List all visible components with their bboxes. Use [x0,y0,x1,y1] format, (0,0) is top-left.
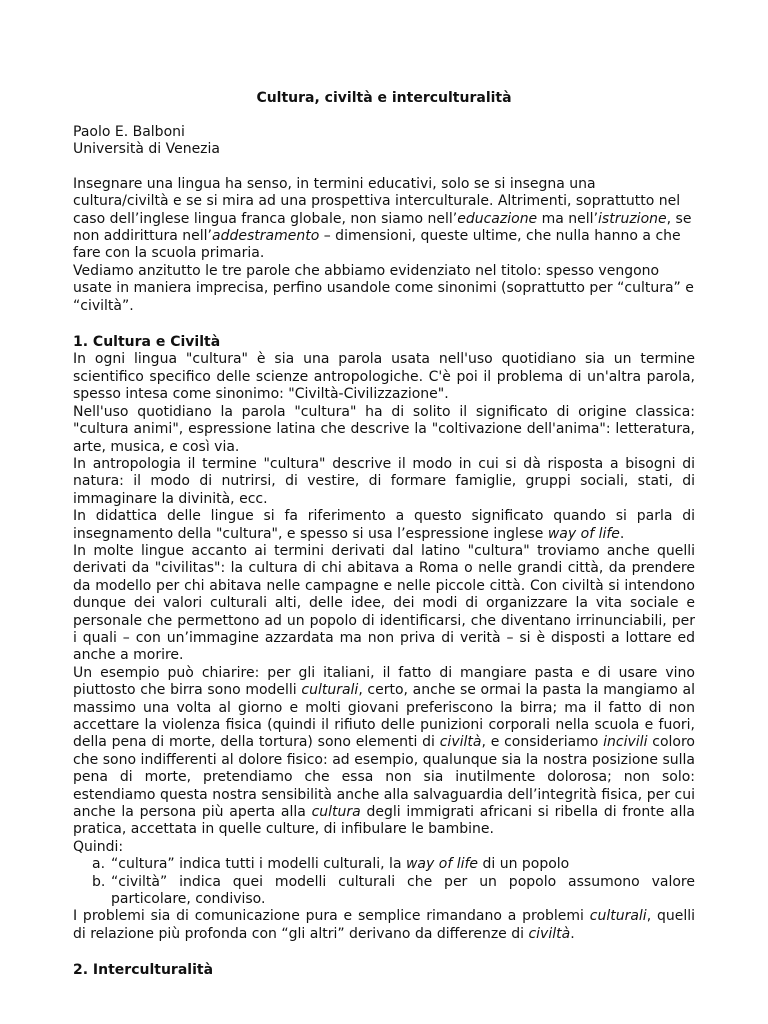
body-paragraph: In antropologia il termine "cultura" descrive il modo in cui si dà risposta a bisogni di natura: il modo di nutrirsi, di vestire, di formare famiglie, gruppi sociali, stati, di immaginare la divinità, ecc. [73,455,695,507]
intro-paragraph-2: Vediamo anzitutto le tre parole che abbiamo evidenziato nel titolo: spesso vengono usate in maniera imprecisa, perfino usandole come sinonimi (soprattutto per “cultura” e “civiltà”. [73,262,694,314]
intro-section [73,176,695,315]
italic-run: way of life [405,856,479,873]
list-item-text: “cultura” indica tutti i modelli culturali, la way of life di un popolo [111,856,570,873]
italic-run: addestramento [212,228,320,245]
section-heading-interculturalita: 2. Interculturalità [73,962,214,979]
document-title: Cultura, civiltà e interculturalità [256,90,512,106]
italic-run: cultura [311,804,361,821]
document-page [73,90,695,980]
definition-list [73,856,695,908]
italic-run: civiltà [528,925,571,942]
author-name: Paolo E. Balboni [73,124,185,140]
author-block [73,124,695,159]
italic-run: civiltà [439,734,482,751]
intro-paragraph-1: Insegnare una lingua ha senso, in termini educativi, solo se si insegna una cultura/civiltà e se si mira ad una prospettiva interculturale. Altrimenti, soprattutto nel caso dell’inglese lingua franca globale, non siamo nell’educazione ma nell’istruzione, se non addirittura nell’addestramento – dimensioni, queste ultime, che nulla hanno a che fare con la scuola primaria. [73,175,692,262]
section-heading-cultura-civilta: 1. Cultura e Civiltà [73,334,221,351]
body-paragraph: Nell'uso quotidiano la parola "cultura" ha di solito il significato di origine classica: "cultura animi", espressione latina che descrive la "coltivazione dell'anima": letteratura, arte, musica, e così via. [73,403,695,455]
list-item [92,873,695,909]
list-item-text: “civiltà” indica quei modelli culturali che per un popolo assumono valore particolare, condiviso. [111,873,695,908]
closing-paragraph: I problemi sia di comunicazione pura e semplice rimandano a problemi culturali, quelli di relazione più profonda con “gli altri” derivano da differenze di civiltà. [73,908,695,942]
body-paragraph: In ogni lingua "cultura" è sia una parola usata nell'uso quotidiano sia un termine scientifico specifico delle scienze antropologiche. C'è poi il problema di un'altra parola, spesso intesa come sinonimo: "Civiltà-Civilizzazione". [73,351,695,403]
italic-run: istruzione [598,210,667,227]
list-marker: a. [92,856,106,873]
body-paragraph: Un esempio può chiarire: per gli italiani, il fatto di mangiare pasta e di usare vino piuttosto che birra sono modelli culturali, certo, anche se ormai la pasta la mangiamo al massimo una volta al giorno e molti giovani preferiscono la birra; ma il fatto di non accettare la violenza fisica (quindi il rifiuto delle punizioni corporali nella scuola e fuori, della pena di morte, della tortura) sono elementi di civiltà, e consideriamo incivili coloro che sono indifferenti al dolore fisico: ad esempio, qualunque sia la nostra posizione sulla pena di morte, pretendiamo che essa non sia inutilmente dolorosa; non solo: estendiamo questa nostra sensibilità anche alla salvaguardia dell’integrità fisica, per cui anche la persona più aperta alla cultura degli immigrati africani si ribella di fronte alla pratica, accettata in quelle culture, di infibulare le bambine. [73,664,695,838]
italic-run: culturali [301,682,359,699]
body-paragraph: In molte lingue accanto ai termini derivati dal latino "cultura" troviamo anche quelli derivati da "civilitas": la cultura di chi abitava a Roma o nelle grandi città, da prendere da modello per chi abitava nelle campagne e nelle piccole città. Con civiltà si intendono dunque dei valori culturali alti, delle idee, dei modi di organizzare la vita sociale e personale che permettono ad un popolo di identificarsi, che diventano irrinunciabili, per i quali – con un’immagine azzardata ma non priva di verità – si è disposti a lottare ed anche a morire. [73,542,695,664]
list-marker: b. [92,873,106,890]
author-affiliation: Università di Venezia [73,141,220,158]
body-paragraph: In didattica delle lingue si fa riferimento a questo significato quando si parla di insegnamento della "cultura", e spesso si usa l’espressione inglese way of life. [73,508,695,542]
section-cultura-civilta [73,351,695,943]
italic-run: culturali [589,908,647,925]
italic-run: educazione [457,210,538,227]
italic-run: incivili [603,734,648,751]
quindi-label: Quindi: [73,838,124,855]
list-item [92,856,695,873]
italic-run: way of life [547,525,620,542]
